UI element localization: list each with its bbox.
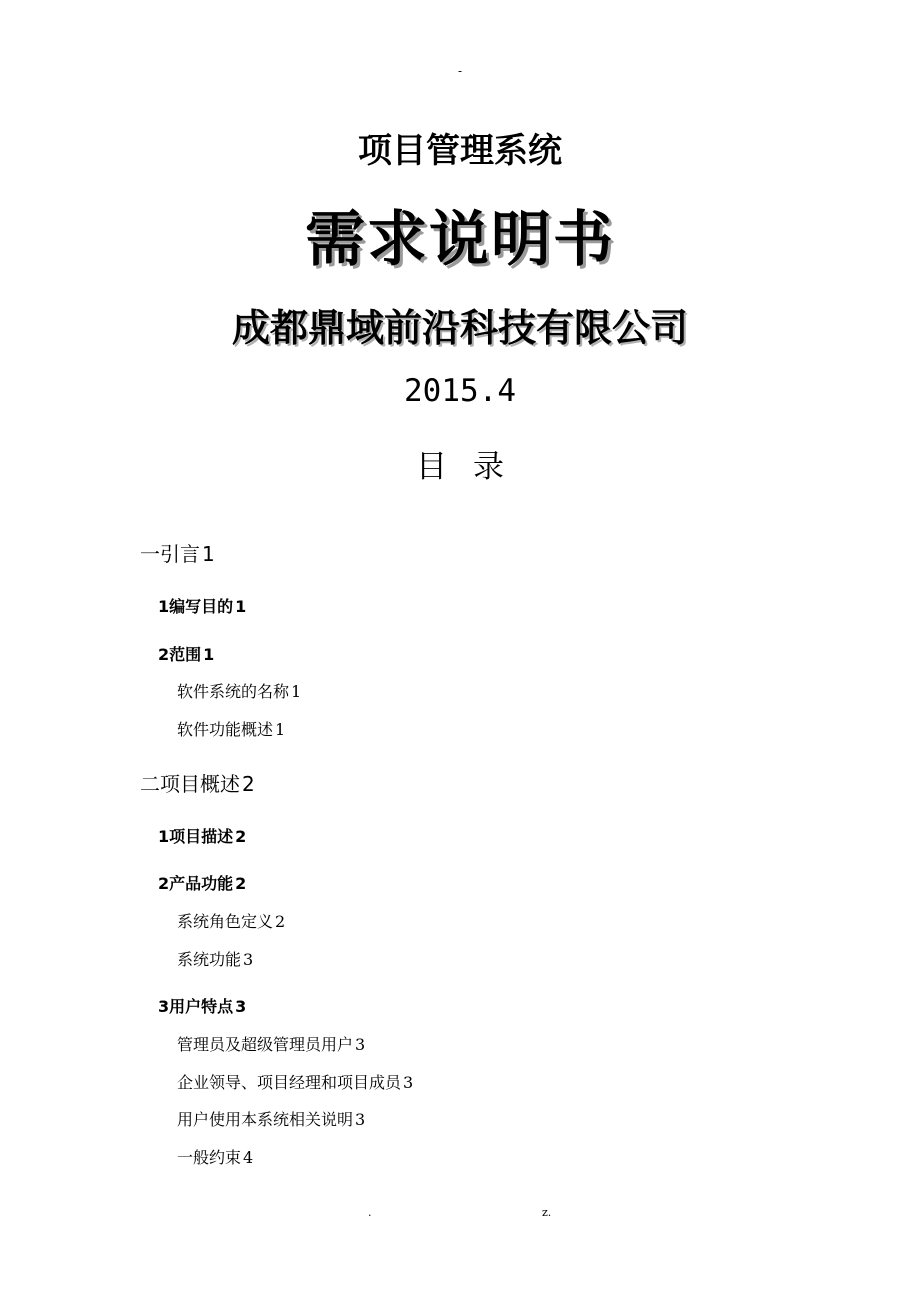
toc-entry[interactable] (158, 872, 246, 896)
toc-entry-text: 1项目描述 (158, 827, 234, 846)
toc-entry-page: 2 (275, 912, 286, 931)
toc-entry-text: 3用户特点 (158, 997, 234, 1016)
toc-entry-text: 一引言 (140, 542, 200, 566)
toc-entry-page: 2 (235, 827, 247, 846)
toc-entry[interactable] (177, 718, 285, 742)
footer-right-mark: z. (542, 1206, 552, 1219)
toc-entry-text: 系统角色定义 (177, 912, 274, 931)
toc-entry-text: 2范围 (158, 645, 202, 664)
toc-entry[interactable] (158, 995, 246, 1019)
toc-entry-page: 1 (235, 597, 247, 616)
toc-entry-page: 2 (242, 772, 255, 796)
toc-entry[interactable] (177, 948, 253, 972)
toc-entry-text: 系统功能 (177, 950, 242, 969)
header-mark: - (457, 64, 463, 78)
toc-entry-page: 3 (355, 1110, 366, 1129)
toc-entry[interactable] (177, 1146, 253, 1170)
toc-entry[interactable] (158, 825, 246, 849)
toc-entry-page: 3 (355, 1035, 366, 1054)
toc-entry-text: 用户使用本系统相关说明 (177, 1110, 354, 1129)
toc-entry-page: 1 (202, 542, 215, 566)
toc-entry-page: 3 (235, 997, 247, 1016)
project-name-title: 项目管理系统 (358, 131, 562, 171)
toc-entry-text: 软件功能概述 (177, 720, 274, 739)
toc-entry-page: 1 (203, 645, 215, 664)
toc-entry-text: 一般约束 (177, 1148, 242, 1167)
toc-entry-page: 2 (235, 874, 247, 893)
toc-entry[interactable] (177, 1071, 413, 1095)
toc-entry[interactable] (158, 643, 214, 667)
document-main-title: 需求说明书 (305, 205, 615, 275)
toc-entry[interactable] (140, 540, 215, 568)
toc-entry-text: 软件系统的名称 (177, 682, 290, 701)
footer-left-mark: . (368, 1206, 372, 1219)
toc-entry[interactable] (158, 595, 246, 619)
toc-entry-page: 1 (275, 720, 286, 739)
toc-entry[interactable] (177, 1033, 365, 1057)
toc-entry-text: 1编写目的 (158, 597, 234, 616)
toc-entry-text: 企业领导、项目经理和项目成员 (177, 1073, 402, 1092)
toc-entry[interactable] (177, 910, 285, 934)
toc-entry-page: 4 (243, 1148, 254, 1167)
toc-entry[interactable] (140, 770, 255, 798)
toc-entry-text: 管理员及超级管理员用户 (177, 1035, 354, 1054)
toc-entry-page: 3 (403, 1073, 414, 1092)
toc-entry-text: 2产品功能 (158, 874, 234, 893)
company-name: 成都鼎域前沿科技有限公司 (231, 306, 688, 350)
toc-entry[interactable] (177, 680, 301, 704)
document-date: 2015.4 (404, 373, 516, 409)
toc-entry[interactable] (177, 1108, 365, 1132)
toc-entry-page: 3 (243, 950, 254, 969)
toc-heading: 目录 (416, 449, 530, 485)
toc-entry-page: 1 (291, 682, 302, 701)
toc-entry-text: 二项目概述 (140, 772, 240, 796)
